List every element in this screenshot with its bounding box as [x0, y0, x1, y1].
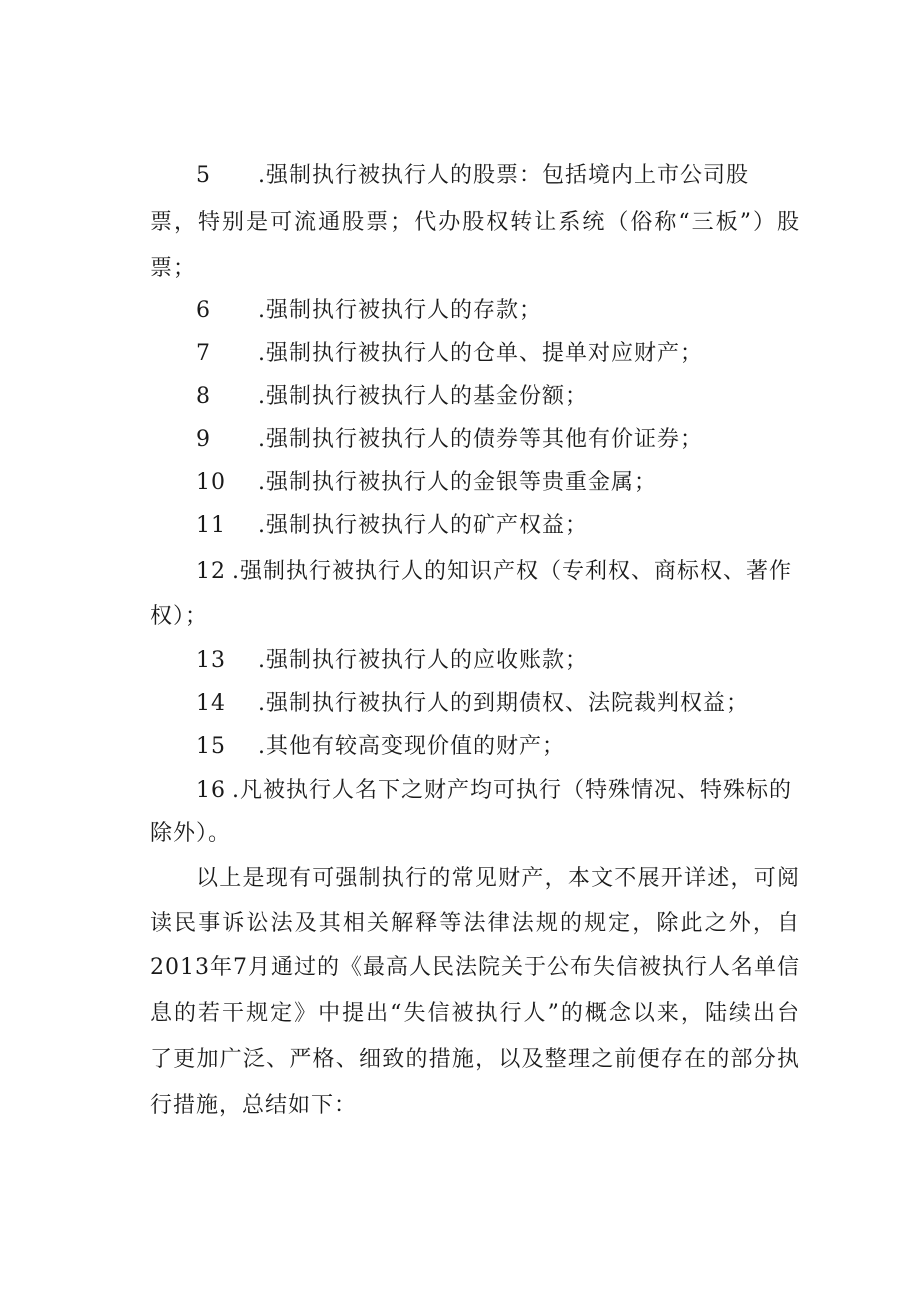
- item-number: 15: [196, 734, 226, 759]
- list-item: [196, 732, 565, 762]
- paragraph-line: 息的若干规定》中提出“失信被执行人”的概念以来，陆续出台: [150, 1001, 800, 1026]
- item-number: 6: [196, 298, 211, 323]
- item-number: 16: [196, 778, 226, 803]
- item-text: .凡被执行人名下之财产均可执行（特殊情况、特殊标的: [232, 778, 792, 803]
- item-text: .强制执行被执行人的到期债权、法院裁判权益；: [258, 691, 749, 716]
- item-text: .强制执行被执行人的仓单、提单对应财产；: [258, 341, 703, 366]
- paragraph-line: 2013年7月通过的《最高人民法院关于公布失信被执行人名单信: [150, 955, 800, 980]
- list-item-continuation: 票；: [150, 256, 197, 281]
- list-item: [196, 161, 749, 191]
- list-item-continuation: 权）；: [150, 604, 209, 629]
- list-item-continuation: 除外）。: [150, 821, 232, 846]
- item-text: .强制执行被执行人的矿产权益；: [258, 513, 588, 538]
- paragraph-line: 行措施，总结如下：: [150, 1093, 358, 1118]
- item-number: 10: [196, 470, 226, 495]
- list-item: [196, 689, 749, 719]
- paragraph-line: 读民事诉讼法及其相关解释等法律法规的规定，除此之外，自: [150, 911, 800, 936]
- item-text: .强制执行被执行人的应收账款；: [258, 648, 588, 673]
- item-number: 13: [196, 648, 226, 673]
- item-number: 14: [196, 691, 226, 716]
- list-item: [196, 468, 657, 498]
- item-text: .强制执行被执行人的知识产权（专利权、商标权、著作: [232, 559, 792, 584]
- list-item: [196, 511, 588, 541]
- item-number: 9: [196, 427, 211, 452]
- list-item: [196, 776, 792, 806]
- list-item: [196, 296, 542, 326]
- item-text: .其他有较高变现价值的财产；: [258, 734, 565, 759]
- list-item: [196, 557, 792, 587]
- list-item: [196, 382, 588, 412]
- item-text: .强制执行被执行人的金银等贵重金属；: [258, 470, 657, 495]
- item-text: .强制执行被执行人的股票：包括境内上市公司股: [258, 163, 749, 188]
- paragraph-line: 以上是现有可强制执行的常见财产，本文不展开详述，可阅: [196, 866, 800, 891]
- item-number: 8: [196, 384, 211, 409]
- list-item-continuation: 票，特别是可流通股票；代办股权转让系统（俗称“三板”）股: [150, 210, 800, 235]
- list-item: [196, 339, 703, 369]
- item-number: 12: [196, 559, 226, 584]
- paragraph-line: 了更加广泛、严格、细致的措施，以及整理之前便存在的部分执: [150, 1047, 800, 1072]
- item-text: .强制执行被执行人的债券等其他有价证券；: [258, 427, 703, 452]
- item-text: .强制执行被执行人的基金份额；: [258, 384, 588, 409]
- item-number: 5: [196, 163, 211, 188]
- item-text: .强制执行被执行人的存款；: [258, 298, 542, 323]
- list-item: [196, 646, 588, 676]
- list-item: [196, 425, 703, 455]
- item-number: 11: [196, 513, 226, 538]
- item-number: 7: [196, 341, 211, 366]
